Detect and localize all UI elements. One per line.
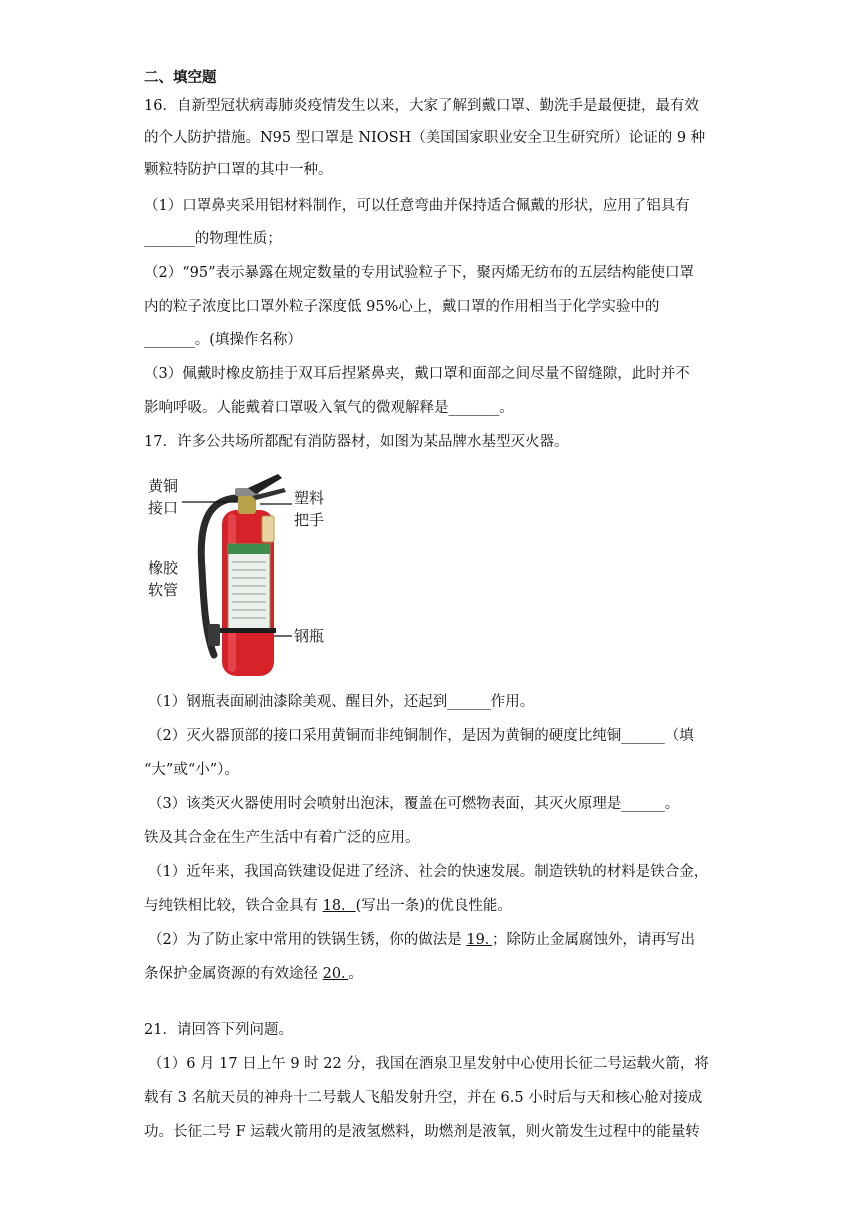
label-rubber-line-2: 软管 [148, 581, 179, 599]
blank-19[interactable]: 19． [466, 932, 493, 948]
q17-part3: （3）该类灭火器使用时会喷射出泡沫，覆盖在可燃物表面，其灭火原理是______。 [148, 796, 680, 812]
blank-20[interactable]: 20． [322, 966, 349, 982]
q17-part2-line-1: （2）灭火器顶部的接口采用黄铜而非纯铜制作，是因为黄铜的硬度比纯铜______（填 [148, 728, 694, 744]
iron-part1-pre: 与纯铁相比较，铁合金具有 [144, 898, 323, 914]
iron-part2-pre: （2）为了防止家中常用的铁锅生锈，你的做法是 [148, 932, 467, 948]
q17-part1: （1）钢瓶表面刷油漆除美观、醒目外，还起到______作用。 [148, 694, 535, 710]
iron-part2-post: ；除防止金属腐蚀外，请再写出 [492, 932, 696, 948]
label-steel: 钢瓶 [294, 627, 325, 645]
iron-part2-line-2 [144, 964, 363, 984]
q21-line-1: （1）6 月 17 日上午 9 时 22 分，我国在酒泉卫星发射中心使用长征二号运载火箭，将 [148, 1056, 709, 1072]
iron-part2b-post: 。 [348, 966, 363, 982]
blank-18[interactable]: 18． [322, 898, 356, 914]
label-brass-line-2: 接口 [148, 499, 179, 517]
label-plastic-line-2: 把手 [294, 511, 325, 529]
iron-part2-line-1 [148, 930, 695, 950]
iron-intro: 铁及其合金在生产生活中有着广泛的应用。 [144, 830, 420, 846]
q16-part3-line-2: 影响呼吸。人能戴着口罩吸入氧气的微观解释是_______。 [144, 400, 514, 416]
q16-part2-line-1: （2）“95”表示暴露在规定数量的专用试验粒子下，聚丙烯无纺布的五层结构能使口罩 [144, 265, 694, 281]
iron-part1-line-1: （1）近年来，我国高铁建设促进了经济、社会的快速发展。制造铁轨的材料是铁合金， [148, 864, 709, 880]
q16-part1-line-1: （1）口罩鼻夹采用铝材料制作，可以任意弯曲并保持适合佩戴的形状，应用了铝具有 [144, 198, 690, 214]
label-brass-line-1: 黄铜 [148, 477, 179, 495]
q16-part1-line-2: _______的物理性质； [144, 231, 282, 247]
q16-part2-line-2: 内的粒子浓度比口罩外粒子深度低 95%心上，戴口罩的作用相当于化学实验中的 [144, 299, 660, 315]
label-rubber-line-1: 橡胶 [148, 559, 179, 577]
q16-part3-line-1: （3）佩戴时橡皮筋挂于双耳后捏紧鼻夹，戴口罩和面部之间尽量不留缝隙，此时并不 [144, 366, 690, 382]
section-title: 二、填空题 [144, 70, 217, 86]
q16-line-2: 的个人防护措施。N95 型口罩是 NIOSH（美国国家职业安全卫生研究所）论证的 9 种 [144, 130, 706, 146]
q16-part2-line-3: _______。(填操作名称） [144, 332, 302, 348]
iron-part2b-pre: 条保护金属资源的有效途径 [144, 966, 323, 982]
q21-intro: 21．请回答下列问题。 [144, 1022, 293, 1038]
q17-intro: 17．许多公共场所都配有消防器材，如图为某品牌水基型灭火器。 [144, 434, 569, 450]
q21-line-3: 功。长征二号 F 运载火箭用的是液氢燃料，助燃剂是液氧，则火箭发生过程中的能量转 [144, 1124, 700, 1140]
label-plastic-line-1: 塑料 [294, 489, 325, 507]
fire-extinguisher-figure [140, 470, 340, 680]
q16-line-1: 16．自新型冠状病毒肺炎疫情发生以来，大家了解到戴口罩、勤洗手是最便捷，最有效 [144, 98, 699, 114]
iron-part1-post: (写出一条)的优良性能。 [355, 898, 512, 914]
q16-line-3: 颗粒特防护口罩的其中一种。 [144, 162, 333, 178]
iron-part1-line-2 [144, 896, 512, 916]
q21-line-2: 载有 3 名航天员的神舟十二号载人飞船发射升空，并在 6.5 小时后与天和核心舱对接成 [144, 1090, 703, 1106]
q17-part2-line-2: “大”或“小”）。 [144, 762, 239, 778]
